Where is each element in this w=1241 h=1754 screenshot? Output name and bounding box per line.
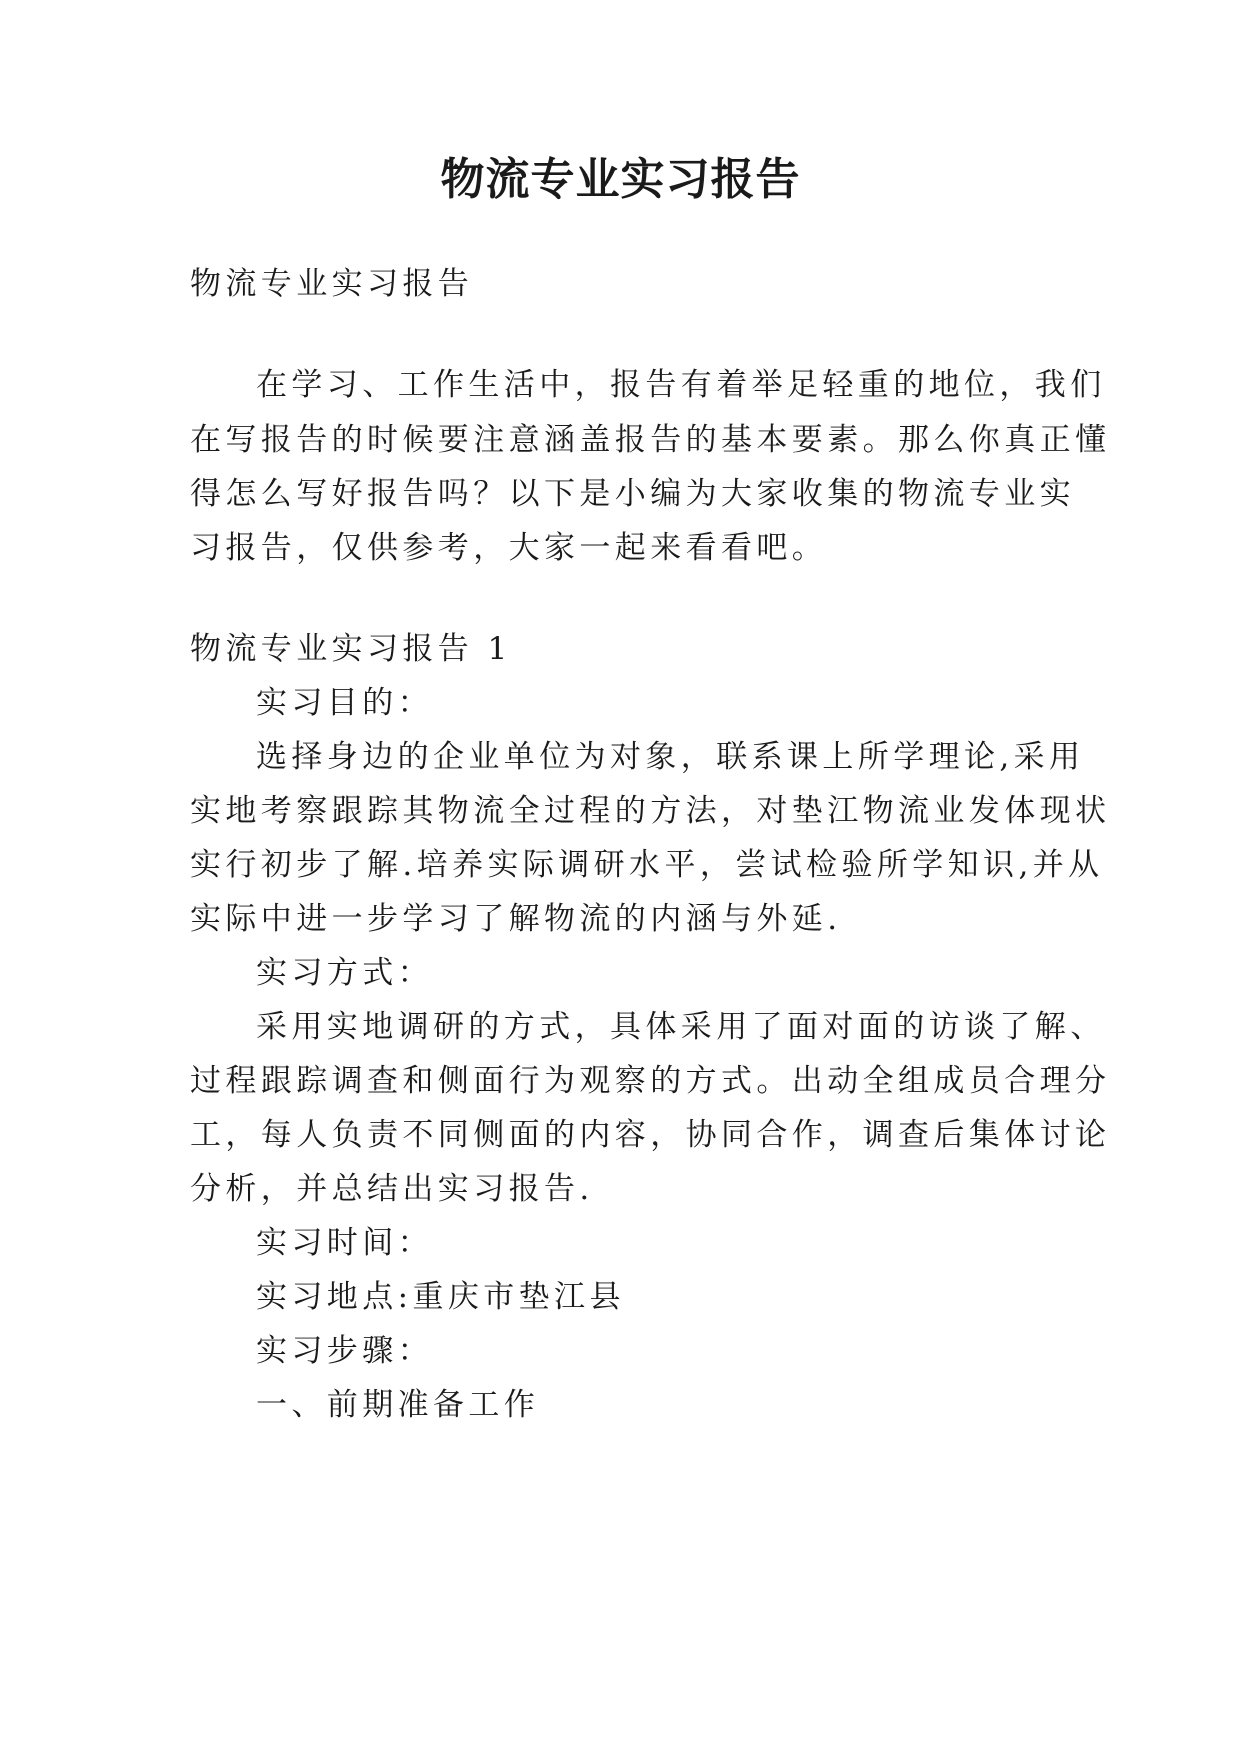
purpose-line-1: 选择身边的企业单位为对象，联系课上所学理论,采用: [256, 739, 1085, 775]
method-label: 实习方式：: [256, 955, 433, 991]
document-subtitle: 物流专业实习报告: [190, 266, 474, 302]
intro-line-2: 在写报告的时候要注意涵盖报告的基本要素。那么你真正懂: [190, 422, 1111, 458]
step-one: 一、前期准备工作: [256, 1387, 540, 1423]
purpose-label: 实习目的：: [256, 685, 433, 721]
document-title: 物流专业实习报告: [440, 154, 801, 205]
section-heading: 物流专业实习报告 1: [190, 631, 512, 667]
purpose-line-2: 实地考察跟踪其物流全过程的方法，对垫江物流业发体现状: [190, 793, 1111, 829]
purpose-line-4: 实际中进一步学习了解物流的内涵与外延.: [190, 901, 842, 937]
method-line-1: 采用实地调研的方式，具体采用了面对面的访谈了解、: [256, 1009, 1106, 1045]
steps-label: 实习步骤：: [256, 1333, 433, 1369]
intro-line-4: 习报告，仅供参考，大家一起来看看吧。: [190, 530, 828, 566]
location-label: 实习地点:重庆市垫江县: [256, 1279, 625, 1315]
time-label: 实习时间：: [256, 1225, 433, 1261]
method-line-3: 工，每人负责不同侧面的内容，协同合作，调查后集体讨论: [190, 1117, 1111, 1153]
method-line-4: 分析，并总结出实习报告.: [190, 1171, 594, 1207]
purpose-line-3: 实行初步了解.培养实际调研水平，尝试检验所学知识,并从: [190, 847, 1104, 883]
intro-line-3: 得怎么写好报告吗？以下是小编为大家收集的物流专业实: [190, 476, 1075, 512]
intro-line-1: 在学习、工作生活中，报告有着举足轻重的地位，我们: [256, 367, 1106, 403]
method-line-2: 过程跟踪调查和侧面行为观察的方式。出动全组成员合理分: [190, 1063, 1111, 1099]
